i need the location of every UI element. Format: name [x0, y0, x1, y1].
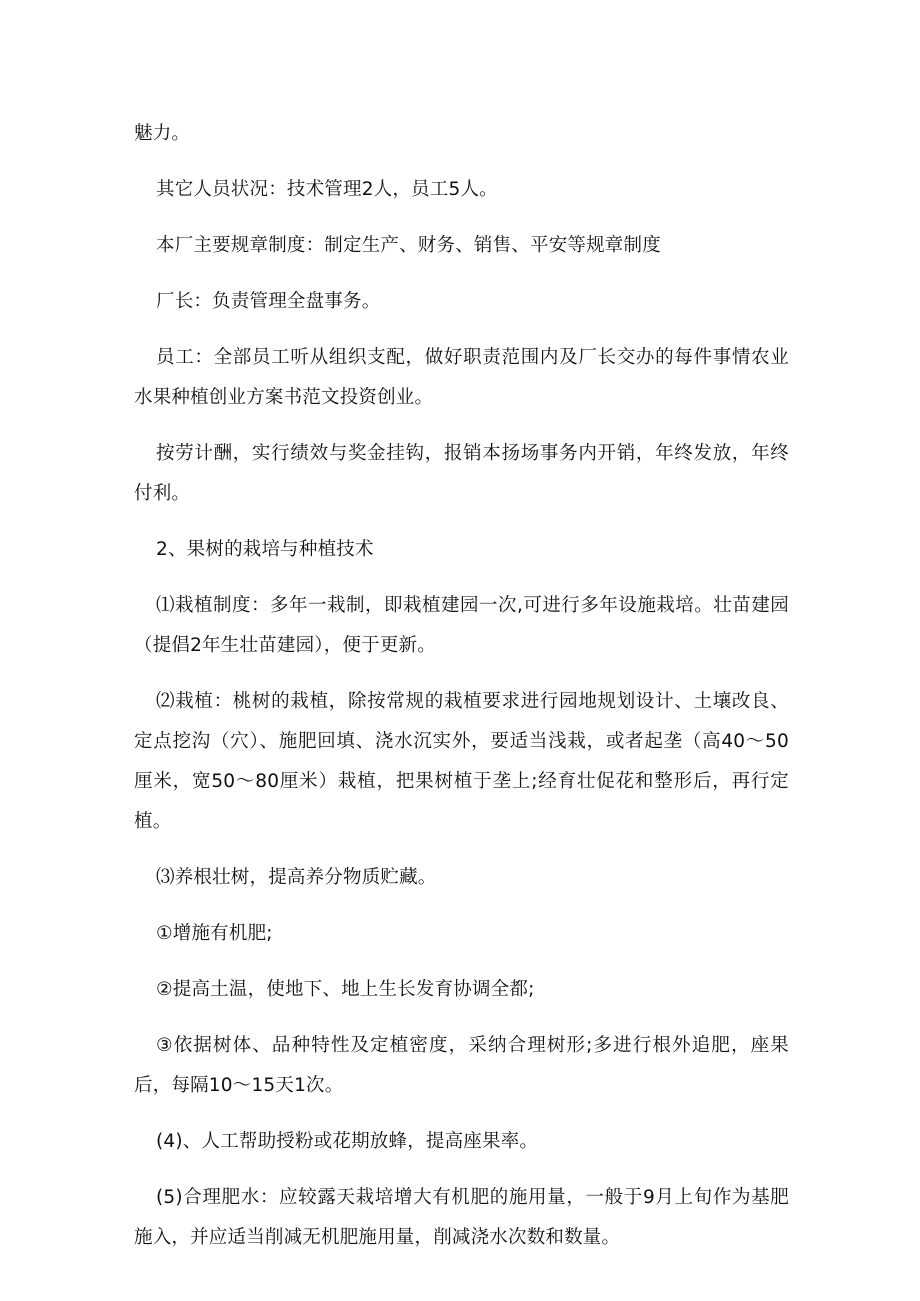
list-item-tree-shape: ③依据树体、品种特性及定植密度，采纳合理树形;多进行根外追肥，座果后，每隔10～15天1次。: [134, 1035, 789, 1096]
list-item-organic-fertilizer: ①增施有机肥;: [156, 923, 273, 944]
paragraph-planting-system: ⑴栽植制度：多年一栽制，即栽植建园一次,可进行多年设施栽培。壮苗建园（提倡2年生壮苗建园），便于更新。: [134, 595, 789, 656]
paragraph-employees: 员工：全部员工听从组织支配，做好职责范围内及厂长交办的每件事情农业水果种植创业方案书范文投资创业。: [134, 347, 789, 408]
paragraph-fertilizer-water: (5)合理肥水：应较露天栽培增大有机肥的施用量，一般于9月上旬作为基肥施入，并应适当削减无机肥施用量，削减浇水次数和数量。: [134, 1187, 789, 1248]
list-item-soil-temperature: ②提高土温，使地下、地上生长发育协调全都;: [156, 979, 535, 1000]
paragraph-continuation: 魅力。: [134, 123, 191, 144]
paragraph-planting: ⑵栽植：桃树的栽植，除按常规的栽植要求进行园地规划设计、土壤改良、定点挖沟（穴）、施肥回填、浇水沉实外，要适当浅栽，或者起垄（高40～50厘米，宽50～80厘米）栽植，把果树植于垄上;经育壮促花和整形后，再行定植。: [134, 691, 789, 832]
paragraph-factory-director: 厂长：负责管理全盘事务。: [156, 291, 381, 312]
paragraph-other-staff: 其它人员状况：技术管理2人，员工5人。: [156, 179, 498, 200]
document-body: [134, 114, 789, 1274]
paragraph-compensation: 按劳计酬，实行绩效与奖金挂钩，报销本扬场事务内开销，年终发放，年终付利。: [134, 443, 789, 504]
section-heading-cultivation: 2、果树的栽培与种植技术: [156, 539, 374, 560]
paragraph-regulations: 本厂主要规章制度：制定生产、财务、销售、平安等规章制度: [156, 235, 661, 256]
paragraph-pollination: (4)、人工帮助授粉或花期放蜂，提高座果率。: [156, 1131, 539, 1152]
paragraph-root-nourishing: ⑶养根壮树，提高养分物质贮藏。: [156, 867, 437, 888]
